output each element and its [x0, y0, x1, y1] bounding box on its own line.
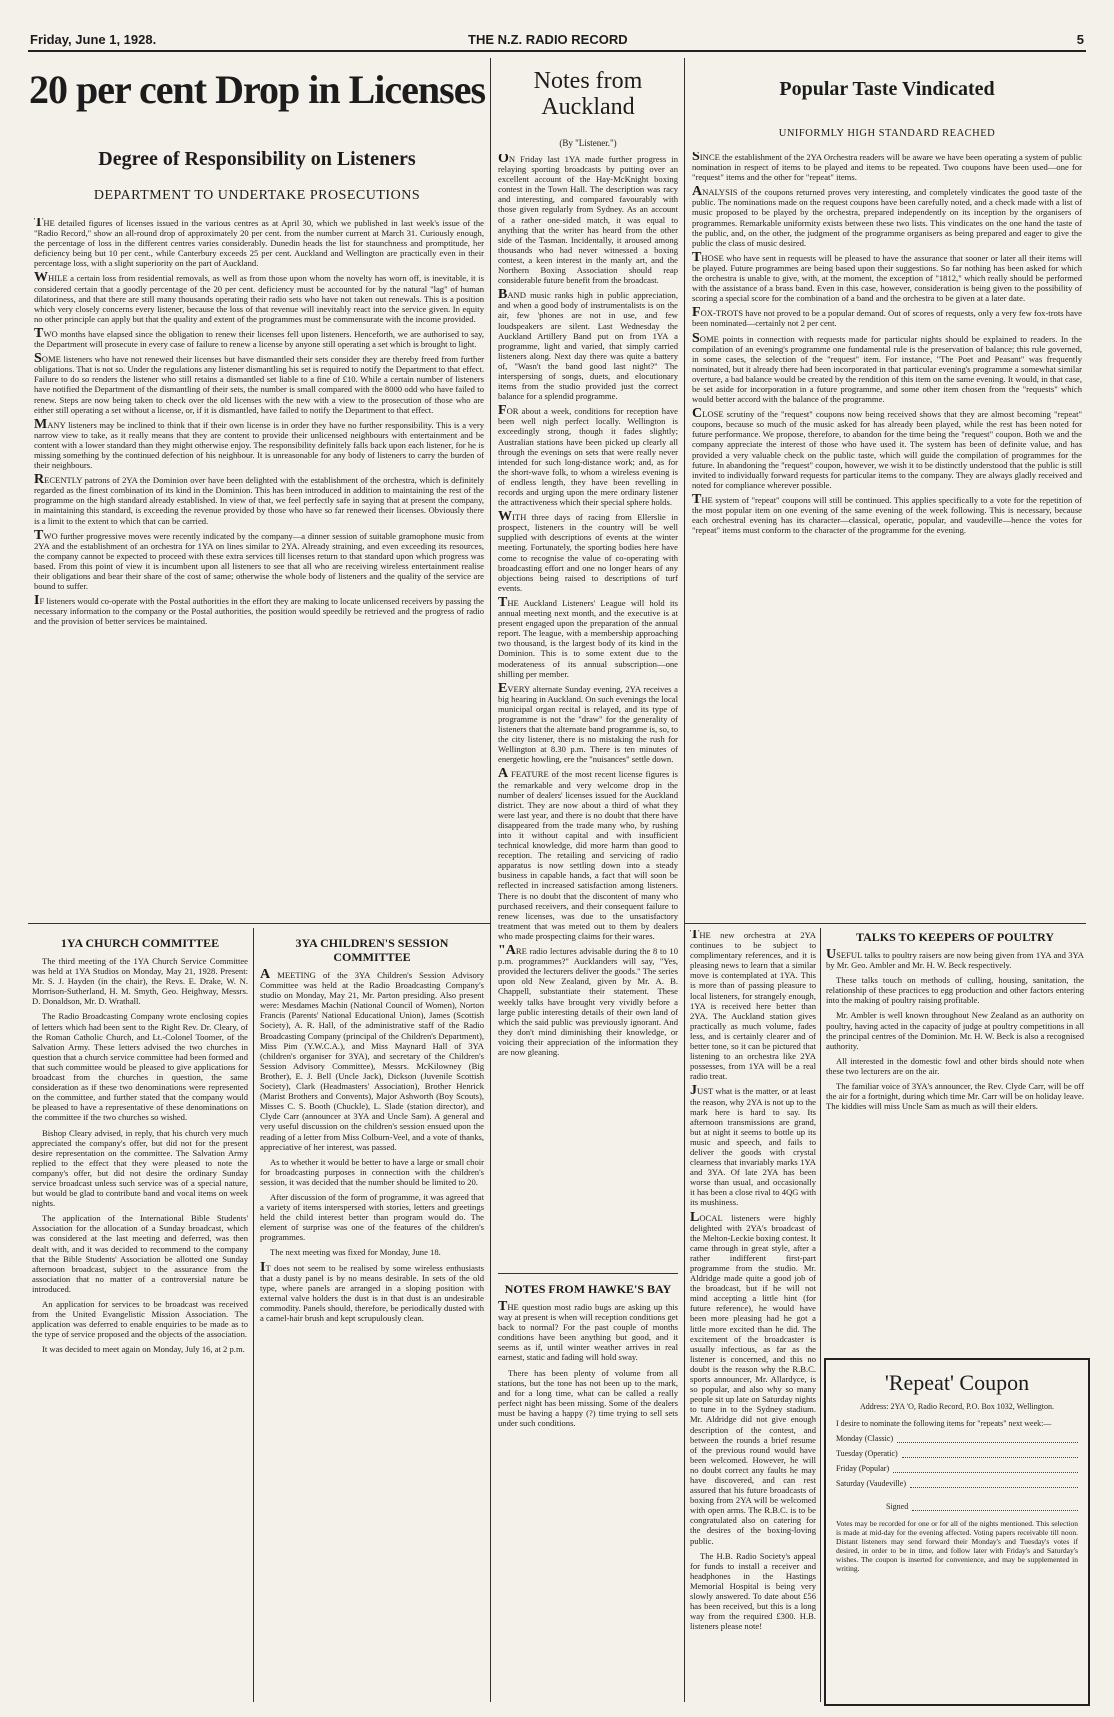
- coupon-day-label: Friday (Popular): [836, 1464, 890, 1473]
- coupon-blank[interactable]: [902, 1449, 1078, 1458]
- coupon-field-friday[interactable]: [836, 1464, 1078, 1473]
- coupon-intro-text: I desire to nominate the following items for "repeats" next week:—: [836, 1419, 1052, 1428]
- article-paragraph: JUST what is the matter, or at least the reason, why 2YA is not up to the mark here is hard to say. Its afternoon transmissions are grand, but at night it seems to bottle up its music and speech, and fails to deliver the goods with crystal clearness that invariably marks 1YA and 3YA. Of late 2YA has been worse than usual, and occasionally it has been a close rival to 4QG with its mushiness.: [690, 1083, 816, 1208]
- article-paragraph: WITH three days of racing from Ellerslie in prospect, listeners in the country will be well supplied with descriptions of events at the winter meeting. Fortunately, the sporting bodies here have come to recognise the value of co-operating with broadcasting effort and one no longer hears of any objections being raised to descriptions of turf events.: [498, 509, 678, 593]
- childrens-committee-article: [260, 936, 484, 1702]
- article-paragraph: "ARE radio lectures advisable during the 8 to 10 p.m. programmes?" Aucklanders will say, "Yes, provided the lecturers deliver the goods." The series upon old New Zealand, given by Mr. A. B. Chappell, substantiate their statement. These weekly talks have brought very vividly before a large public interesting details of their own land of which the said public was previously ignorant. And they don't mind diminishing their knowledge, or voicing their appreciation of the information they are now gleaning.: [498, 943, 678, 1057]
- article-paragraph: WHILE a certain loss from residential removals, as well as from those upon whom the novelty has worn off, is inevitable, it is considered certain that a goodly percentage of the 20 per cent. deficiency must be accounted for by the natural "lag" of human dilatoriness, and that there are still many thousands operating their radio sets who have not taken out renewals. This is a position which very closely concerns every listener, because the loss of that revenue will inevitably react into the service given. In equity no other principle can apply but that the quality and extent of the programmes must be commensurate with the income provided.: [34, 270, 484, 324]
- article-paragraph: After discussion of the form of programme, it was agreed that a variety of items interspersed with stories, letters and greetings held the child interest better than program would do. The element of surprise was one of the features of the children's programmes.: [260, 1191, 484, 1243]
- licenses-subheading: Degree of Responsibility on Listeners: [98, 148, 416, 170]
- masthead-date: Friday, June 1, 1928.: [30, 32, 157, 47]
- article-paragraph: THE system of "repeat" coupons will still be continued. This applies specifically to a vote for the repetition of the most popular item on one evening of the same evening of the week following. This is necessary, because each orchestral evening has its character—classical, operatic, popular, and vaudeville—hence the votes for "repeat" items must conform to the character of the programme for the evening.: [692, 491, 1082, 536]
- section-rule: [498, 1273, 678, 1274]
- article-paragraph: ON Friday last 1YA made further progress in relaying sporting broadcasts by putting over an excellent account of the Hay-McKnight boxing contest in the Town Hall. The description was racy and interesting, and compared favourably with those given regularly from Sydney. As an account of a rather one-sided match, it was equal to anything that the writer has heard from the other side of the Tasman. Incidentally, it aroused among thousands who had never witnessed a boxing contest, a keen interest in the manly art, and the Northern Boxing Association should reap considerable future benefit from the broadcast.: [498, 154, 678, 286]
- coupon-blank[interactable]: [910, 1479, 1078, 1488]
- article-paragraph: IT does not seem to be realised by some wireless enthusiasts that a dusty panel is by no means desirable. In sets of the old type, where panels are arranged in a sloping position with external valve holders the dust is in that dust is an undesirable commodity. Panels should, therefore, be periodically dusted with a camel-hair brush and kept scrupulously clean.: [260, 1259, 484, 1323]
- article-paragraph: TWO months have elapsed since the obligation to renew their licenses fell upon listeners. Henceforth, we are authorised to say, the Department will prosecute in every case of failure to renew a license by anyone still operating a set which is brought to light.: [34, 325, 484, 350]
- article-paragraph: THE Auckland Listeners' League will hold its annual meeting next month, and the executive is at present engaged upon the preparation of the annual report. The league, with a membership approaching two thousand, is the largest body of its kind in the Dominion. This is to some extent due to the moderateness of its annual subscription—one shilling per member.: [498, 594, 678, 679]
- popular-taste-headline: Popular Taste Vindicated: [779, 78, 995, 100]
- column-rule: [684, 58, 685, 1702]
- article-paragraph: SOME points in connection with requests made for particular nights should be explained to readers. In the compilation of an evening's programme one fundamental rule is the preservation of balance; this rule governed, in some cases, the selection of the "request" item. For instance, "The Poet and Peasant" was frequently nominated, but it already there had been incorporated in that particular evening's programme a somewhat similar overture, a bad balance would be created by the rendition of this item on the same evening. It would, in that case, be set aside for incorporation in a future programme, and some other item chosen from the "requests" which would better accord with the balance of the programme.: [692, 330, 1082, 405]
- hawkes-bay-continued: [690, 930, 816, 1702]
- article-paragraph: THE new orchestra at 2YA continues to be subject to complimentary references, and it is pleasing news to learn that a similar move is contemplated at 1YA. This is more than of passing pleasure to local listeners, for strangely enough, 1YA is received here better than 2YA. The Auckland station gives practically as much volume, fades less, and is certainly clearer and of better tone, so it can be pictured that listening to an orchestra like 2YA possesses, from 1YA will be a real radio treat.: [690, 930, 816, 1082]
- article-paragraph: The familiar voice of 3YA's announcer, the Rev. Clyde Carr, will be off the air for a fortnight, during which time Mr. Carr will be on holiday leave. The kiddies will miss Uncle Sam as much as will their elders.: [826, 1081, 1084, 1112]
- article-paragraph: FOX-TROTS have not proved to be a popular demand. Out of scores of requests, only a very few fox-trots have been nominated—certainly not 2 per cent.: [692, 305, 1082, 329]
- masthead: [28, 28, 1086, 52]
- article-paragraph: The application of the International Bible Students' Association for the allocation of a Sunday broadcast, which was considered at the last meeting and deferred, was then dealt with, and it was decided to recommend to the company that the Bible Students' Association be allotted one Sunday afternoon broadcast, subject to the assurance from the association that no matter of a controversial nature be introduced.: [32, 1213, 248, 1294]
- article-paragraph: ANALYSIS of the coupons returned proves very interesting, and completely vindicates the good taste of the public. The nominations made on the request coupons have been carefully noted, and a check made with a list of music proposed to be played by the orchestra, prepared independently on its inception by the organisers of programmes. Remarkable uniformity exists between these two lists. This vindicates on the one hand the taste of the public, and, on the other, the judgment of the programme organisers as being prepared and eager to give the public the class of music desired.: [692, 184, 1082, 248]
- coupon-day-label: Tuesday (Operatic): [836, 1449, 898, 1458]
- coupon-day-label: Monday (Classic): [836, 1434, 894, 1443]
- article-paragraph: Bishop Cleary advised, in reply, that his church very much appreciated the company's offer, but did not for the present desire representation on the committee. The Salvation Army replied to the effect that they were pleased to note the company's offer, but did not desire the ordinary Sunday service broadcast unless such service was of a special nature, but would be glad to contribute band and vocal items on week nights.: [32, 1127, 248, 1209]
- popular-taste-subheading: UNIFORMLY HIGH STANDARD REACHED: [778, 128, 996, 139]
- column-rule: [253, 928, 254, 1702]
- coupon-field-monday[interactable]: [836, 1434, 1078, 1443]
- coupon-title: 'Repeat' Coupon: [884, 1370, 1030, 1395]
- hawkes-bay-article: [498, 1282, 678, 1702]
- article-paragraph: There has been plenty of volume from all stations, but the tone has not been up to the mark, and for a long time, what can be called a really perfect night has been missing. Some of the dealers must be having a happy (?) time trying to sell sets under such conditions.: [498, 1367, 678, 1429]
- article-paragraph: FOR about a week, conditions for reception have been well nigh perfect locally. Wellington is exceedingly strong, though it fades slightly; Australian stations have been picked up clearly all through the evenings on sets that were really never intended for such long-distance work; and, as for the short-wave folk, to whom a wireless evening is of endless length, they have been revelling in records and urging upon the mere ordinary listener the attractiveness which their special sphere holds.: [498, 403, 678, 508]
- article-paragraph: SOME listeners who have not renewed their licenses but have dismantled their sets consider they are thereby freed from further obligations. That is not so. Under the regulations any listener dismantling his set is required to notify the Department to that effect. Failure to do so renders the listener who still retains a dismantled set liable to a fine of £10. While a certain number of listeners have notified the Department of the dismantling of their sets, the number is small compared with the 8000 odd who have failed to renew. Steps are now being taken to check over the old licenses with the new with a view to the prosecution of those who are either still operating a set without a license, or, if it is dismantled, have failed to notify the Department to that effect.: [34, 351, 484, 415]
- article-paragraph: These talks touch on methods of culling, housing, sanitation, the relationship of these practices to egg production and other factors entering into the making of poultry raising profitable.: [826, 975, 1084, 1006]
- article-paragraph: EVERY alternate Sunday evening, 2YA receives a big hearing in Auckland. On such evenings the local municipal organ recital is relayed, and its type of programme is not the "draw" for the generality of listeners that the alternate band programme is, so, to the city listener, there is no mistaking the rush for Wellington at 8.30 p.m. There is ten minutes of energetic howling, ere the "nuisances" settle down.: [498, 680, 678, 765]
- coupon-field-signed[interactable]: [886, 1502, 1078, 1511]
- article-paragraph: All interested in the domestic fowl and other birds should note when these two lecturers are on the air.: [826, 1055, 1084, 1076]
- newspaper-page: [28, 28, 1086, 1702]
- article-paragraph: Mr. Ambler is well known throughout New Zealand as an authority on poultry, having acted in the capacity of judge at poultry competitions in all the principal centres of the Dominion. Mr. H. W. Beck is also a recognised authority.: [826, 1010, 1084, 1051]
- auckland-byline: (By "Listener."): [559, 138, 617, 148]
- coupon-signed-label: Signed: [886, 1502, 909, 1511]
- popular-taste-article-body: [692, 152, 1082, 918]
- article-paragraph: A MEETING of the 3YA Children's Session Advisory Committee was held at the Radio Broadcasting Company's studio on Monday, May 21, Mr. Parton presiding. Also present were: Mesdames Machin (National Council of Women), Norton Francis (Parents' National Educational Union), James (Scottish Society), A. R. Hall, of the administrative staff of the Radio Broadcasting Company (principal of the Children's Department), Miss Pim (Y.W.C.A.), and Miss Maynard Hall of 3YA (children's organiser for 3YA), and secretary of the Children's Session Advisory Committee), Messrs. McKilowney (Big Brother), E. J. Bell (Uncle Jack), Dickson (Juvenile Scottish Society), Clark (Headmasters' Association), Brother Henrick (Marist Brothers and Convents), Major Ashworth (Boy Scouts), Misses C. S. Booth (Chuckle), L. Slade (station director), and Clyde Carr (announcer at 3YA and Uncle Sam). A general and very useful discussion on the children's session ensued upon the reading of a letter from Miss Colburn-Veel, and a vote of thanks, appreciative of her interest, was passed.: [260, 967, 484, 1152]
- auckland-article-body: [498, 154, 678, 1268]
- article-paragraph: LOCAL listeners were highly delighted with 2YA's broadcast of the Melton-Leckie boxing contest. It came through in great style, after a rather indifferent first-part programme from the studio. Mr. Aldridge made quite a good job of the broadcast, but if he will not mind accepting a little hint (for future reference), he would have been more pleasing had he got a little more excited than he did. The excitement of the broadcaster is usually infectious, as far as the listener is concerned, and this no doubt is the reason why the R.B.C. sports announcer, Mr. Allardyce, is so popular, and also why so many people sit up late on Saturday nights to tune in to the Sydney stadium. Mr. Aldridge did not give enough description of the contest, and between the rounds a brief resume of the previous round would have been welcomed. However, he will no doubt correct any faults he may have discovered, and can rest assured that his future broadcasts of boxing from 2YA will be welcomed with open arms. The R.B.C. is to be congratulated also on catering for the desires of the boxing-loving public.: [690, 1209, 816, 1546]
- article-paragraph: The third meeting of the 1YA Church Service Committee was held at 1YA Studios on Monday, May 21, 1928. Present: Mr. S. J. Hayden (in the chair), the Revs. E. Drake, W. N. Morrison-Sutherland, H. M. Smyth, Geo. Heighway, Messrs. D. Donaldson, Mr. D. Wrathall.: [32, 956, 248, 1007]
- licenses-subheading-secondary: DEPARTMENT TO UNDERTAKE PROSECUTIONS: [93, 188, 421, 203]
- article-paragraph: THOSE who have sent in requests will be pleased to have the assurance that sooner or later all their items will be played. Future programmes are being based upon their suggestions. So far nothing has been asked for which the orchestra is unable to give, with, at the moment, the exception of "1812," which really should be performed with the assistance of a brass band. Even in this case, however, consideration is being given to the possibility of scoring a special score for the combination of a band and the orchestra to be given at a later date.: [692, 249, 1082, 304]
- auckland-title-line: Notes from: [533, 68, 643, 94]
- article-paragraph: As to whether it would be better to have a large or small choir for broadcasting purposes in connection with the children's session, it was decided that the number should be limited to 20.: [260, 1156, 484, 1187]
- masthead-page-number: 5: [1076, 32, 1084, 47]
- coupon-field-tuesday[interactable]: [836, 1449, 1078, 1458]
- masthead-paper: THE N.Z. RADIO RECORD: [468, 32, 628, 47]
- coupon-field-saturday[interactable]: [836, 1479, 1078, 1488]
- poultry-title: TALKS TO KEEPERS OF POULTRY: [855, 930, 1055, 944]
- article-paragraph: USEFUL talks to poultry raisers are now being given from 1YA and 3YA by Mr. Geo. Ambler and Mr. H. W. Beck respectively.: [826, 947, 1084, 971]
- article-paragraph: The Radio Broadcasting Company wrote enclosing copies of letters which had been sent to the Right Rev. Dr. Cleary, of the Roman Catholic Church, and Lt.-Colonel Toomer, of the Salvation Army. These letters advised the two churches in question that a church service committee had been formed and that such committee would be pleased to give applications for broadcast from the churches in question, the same consideration as if these two denominations were represented on the committee, and further stated that the company would be pleased to have a representative of these denominations on the committee if the two churches so wished.: [32, 1011, 248, 1123]
- coupon-address: Address: 2YA 'O, Radio Record, P.O. Box 1032, Wellington.: [860, 1402, 1054, 1411]
- licenses-article-body: [34, 218, 484, 918]
- church-committee-article: [32, 936, 248, 1702]
- article-paragraph: RECENTLY patrons of 2YA the Dominion over have been delighted with the establishment of the orchestra, which is definitely regarded as the finest combination of its kind in the Dominion. This has been introduced in addition to maintaining the rest of the programme on the high standard already established. In view of that, we feel perfectly safe in saying that at present the company, in maintaining this standard, is exceeding the revenue provided by those who have so far renewed their licenses. Obviously there is a limit to the extent to which that can be carried.: [34, 472, 484, 526]
- coupon-note: Votes may be recorded for one or for all of the nights mentioned. This selection is made at mid-day for the evening affected. Voting papers receivable till noon. Distant listeners may send forward their Monday's and Tuesday's votes if desired, in order to be in time, and follow later with Friday's and Saturday's wishes. The coupon is inserted for convenience, and may be supplemented in writing.: [836, 1519, 1078, 1573]
- repeat-coupon[interactable]: [824, 1358, 1090, 1706]
- article-paragraph: MANY listeners may be inclined to think that if their own license is in order they have no further responsibility. This is a very narrow view to take, as it really means that they are content to provide their unlicensed neighbours with entertainment and be content with a lower standard than they might otherwise enjoy. The responsibility definitely falls back upon each listener, for he is missing something by the continued defection of his neighbour. It is unreasonable for any body of listeners to carry the burden of their neighbours.: [34, 416, 484, 471]
- article-paragraph: The next meeting was fixed for Monday, June 18.: [270, 1247, 441, 1258]
- article-paragraph: It was decided to meet again on Monday, July 16, at 2 p.m.: [42, 1344, 245, 1355]
- column-rule: [490, 58, 491, 1702]
- article-paragraph: An application for services to be broadcast was received from the United Evangelistic Mission Association. The application was deferred to enable enquiries to be made as to the type of service proposed and the objects of the association.: [32, 1299, 248, 1340]
- article-paragraph: A FEATURE of the most recent license figures is the remarkable and very welcome drop in the number of dealers' licenses issued for the Auckland district. They are now about a third of what they were last year, and there is no doubt that there have disappeared from the trade many who, by rushing into it without capital and with insufficient technical knowledge, did more harm than good to reception. The retailing and servicing of radio apparatus is now settling down into a steady business in capable hands, a fact that will soon be reflected in increased satisfaction among listeners. There is no doubt that the discontent of many who purchased receivers, and their consequent failure to renew licenses, was due to the unsatisfactory treatment that was meted out to them by dealers who made prospecting claims for their wares.: [498, 766, 678, 941]
- coupon-blank[interactable]: [912, 1502, 1078, 1511]
- article-paragraph: CLOSE scrutiny of the "request" coupons now being received shows that they are almost becoming "repeat" coupons, because so much of the music asked for has already been played, while the rest has been noted for future performance. We propose, therefore, to abandon for the time being the "request" coupon. Both we and the company appreciate the interest of those who have used it. The system has been of definite value, and has provided a very valuable check on the public taste, which will guide the compilation of programmes for the future. In abandoning the "request" coupon, however, we wish it to be distinctly understood that the public is still invited to individually forward requests for particular items to the company. They are always gladly received and noted for compliance wherever possible.: [692, 406, 1082, 490]
- article-paragraph: THE question most radio bugs are asking up this way at present is when will reception conditions get back to normal? For the past couple of months conditions have been anything but good, and it seems as if, until winter weather arrives in real earnest, static and fading will hold sway.: [498, 1299, 678, 1363]
- hawkes-bay-title: NOTES FROM HAWKE'S BAY: [504, 1282, 672, 1296]
- article-paragraph: THE detailed figures of licenses issued in the various centres as at April 30, which we published in last week's issue of the "Radio Record," show an all-round drop of approximately 20 per cent. from the number current at March 31. Curiously enough, the percentage of loss in the different centres varies considerably. Dunedin heads the list for staunchness and promptitude, her deficiency being but 10 per cent., while Canterbury exceeds 25 per cent. Auckland and Wellington are practically even in their percentage loss, with a slight superiority on the part of Auckland.: [34, 218, 484, 269]
- licenses-headline: 20 per cent Drop in Licenses: [28, 67, 486, 112]
- section-rule: [684, 923, 1086, 924]
- article-paragraph: TWO further progressive moves were recently indicated by the company—a dinner session of suitable gramophone music from 2YA and the establishment of an orchestra for 1YA on lines similar to 2YA. Already straining, and even exceeding its resources, the company cannot be expected to proceed with these extra services till licenses return to that standard upon which progress was based. From this point of view it is incumbent upon all listeners to see that all who are receiving wireless entertainment realise their obligations and bear their share of the cost of same; otherwise the whole body of listeners and the quality of the service are bound to suffer.: [34, 527, 484, 592]
- childrens-committee-title: 3YA CHILDREN'S SESSION COMMITTEE: [295, 936, 449, 964]
- auckland-title-line: Auckland: [541, 94, 635, 120]
- coupon-blank[interactable]: [897, 1434, 1078, 1443]
- section-rule: [28, 923, 490, 924]
- church-committee-title: 1YA CHURCH COMMITTEE: [60, 936, 220, 950]
- poultry-article: [826, 930, 1084, 1350]
- article-paragraph: SINCE the establishment of the 2YA Orchestra readers will be aware we have been operating a system of public nomination in respect of items to be played and items to be repeated. Two coupons have been used—one for "request" items and the other for "repeat" items.: [692, 152, 1082, 183]
- article-paragraph: IF listeners would co-operate with the Postal authorities in the effort they are making to locate unlicensed receivers by passing the necessary information to the company or the Postal authorities, the position would speedily be retrieved and the progress of radio and the provision of better services be maintained.: [34, 593, 484, 627]
- coupon-blank[interactable]: [893, 1464, 1078, 1473]
- coupon-intro: [836, 1419, 1078, 1428]
- article-paragraph: BAND music ranks high in public appreciation, and when a good body of instrumentalists is on the air, few 'phones are not in use, and few loudspeakers are silent. Last Wednesday the Auckland Artillery Band put on from 1YA a programme, light and varied, that simply carried listeners along. Next day there was quite a battery of, "Wasn't the band good last night?" The interspersing of songs, duets, and elocutionary items from the studio provided just the correct balance for a splendid programme.: [498, 287, 678, 402]
- coupon-day-label: Saturday (Vaudeville): [836, 1479, 906, 1488]
- auckland-title: [498, 68, 678, 120]
- article-paragraph: The H.B. Radio Society's appeal for funds to install a receiver and headphones in the Hastings Memorial Hospital is being very slowly answered. To date about £56 has been received, but this is a long way from the required £300. H.B. listeners please note!: [690, 1550, 816, 1632]
- column-rule: [820, 928, 821, 1702]
